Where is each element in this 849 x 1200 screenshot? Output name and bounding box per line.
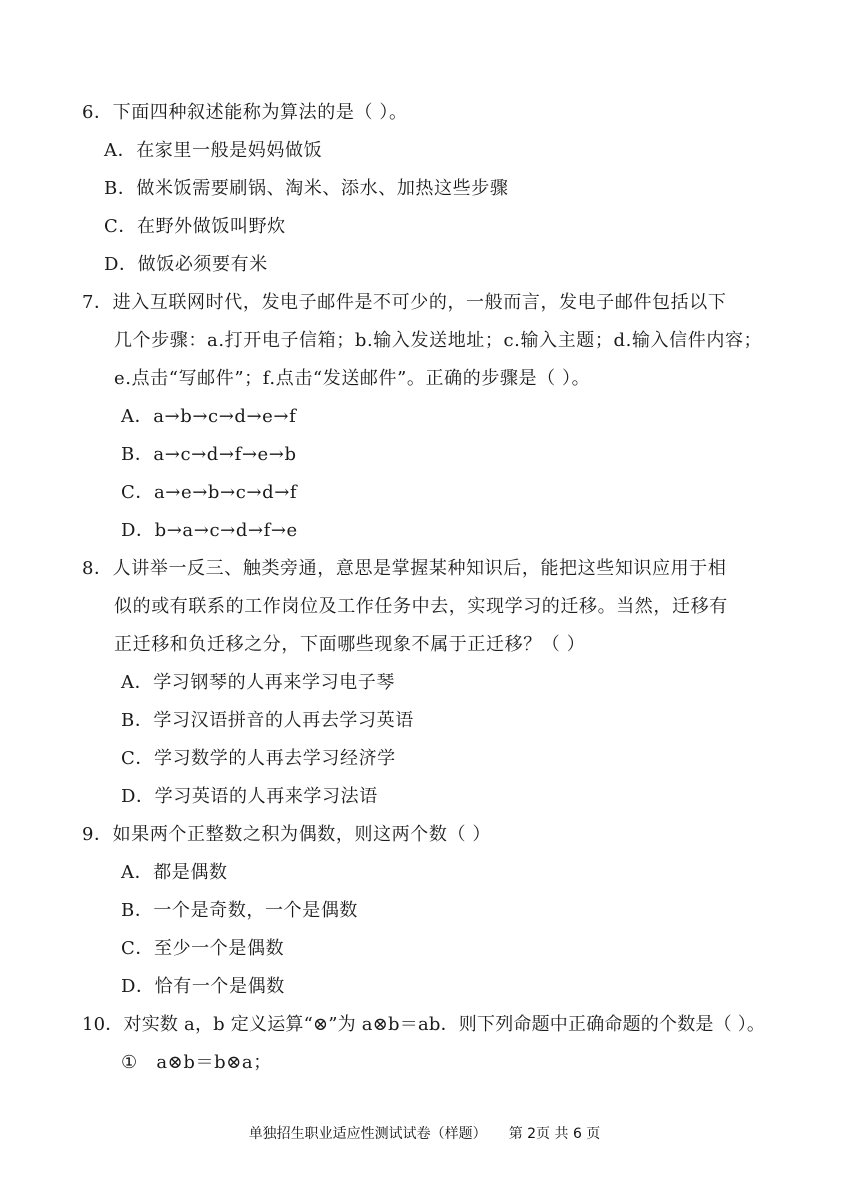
question-7-option-b: B．a→c→d→f→e→b: [121, 444, 297, 465]
question-7-stem-line-1: 7．进入互联网时代，发电子邮件是不可少的，一般而言，发电子邮件包括以下: [82, 292, 727, 313]
question-6-stem: 6．下面四种叙述能称为算法的是（ ）。: [82, 102, 408, 123]
question-7-option-c: C．a→e→b→c→d→f: [121, 482, 298, 503]
question-6-option-c: C．在野外做饭叫野炊: [104, 216, 286, 237]
question-9-option-c: C．至少一个是偶数: [121, 938, 285, 959]
question-8-option-b: B．学习汉语拼音的人再去学习英语: [121, 710, 414, 731]
question-7-option-a: A．a→b→c→d→e→f: [121, 406, 297, 427]
question-6-option-a: A．在家里一般是妈妈做饭: [104, 140, 323, 161]
question-7-stem-line-2: 几个步骤：a.打开电子信箱；b.输入发送地址；c.输入主题；d.输入信件内容；: [114, 330, 763, 351]
page-number: 第 2页 共 6 页: [508, 1126, 601, 1142]
question-10-stem: 10．对实数 a，b 定义运算“⊗”为 a⊗b＝ab．则下列命题中正确命题的个数是（ ）。: [82, 1014, 766, 1035]
question-9-option-d: D．恰有一个是偶数: [121, 976, 285, 997]
question-6-option-b: B．做米饭需要刷锅、淘米、添水、加热这些步骤: [104, 178, 509, 199]
question-8-option-c: C．学习数学的人再去学习经济学: [121, 748, 396, 769]
question-8-option-d: D．学习英语的人再来学习法语: [121, 786, 378, 807]
question-6-option-d: D．做饭必须要有米: [104, 254, 268, 275]
question-7-stem-line-3: e.点击“写邮件”；f.点击“发送邮件”。正确的步骤是（ ）。: [114, 368, 591, 389]
question-8-stem-line-3: 正迁移和负迁移之分，下面哪些现象不属于正迁移？（ ）: [114, 634, 586, 655]
question-9-stem: 9．如果两个正整数之积为偶数，则这两个数（ ）: [82, 824, 491, 845]
question-8-stem-line-2: 似的或有联系的工作岗位及工作任务中去，实现学习的迁移。当然，迁移有: [114, 596, 728, 617]
question-9-option-b: B．一个是奇数，一个是偶数: [121, 900, 359, 921]
question-8-stem-line-1: 8．人讲举一反三、触类旁通，意思是掌握某种知识后，能把这些知识应用于相: [82, 558, 727, 579]
page-footer: [0, 1124, 849, 1144]
question-9-option-a: A．都是偶数: [121, 862, 228, 883]
question-10-proposition-1: ① a⊗b＝b⊗a；: [121, 1052, 272, 1073]
question-8-option-a: A．学习钢琴的人再来学习电子琴: [121, 672, 395, 693]
exam-title: 单独招生职业适应性测试试卷（样题）: [248, 1126, 487, 1142]
question-7-option-d: D．b→a→c→d→f→e: [121, 520, 298, 541]
